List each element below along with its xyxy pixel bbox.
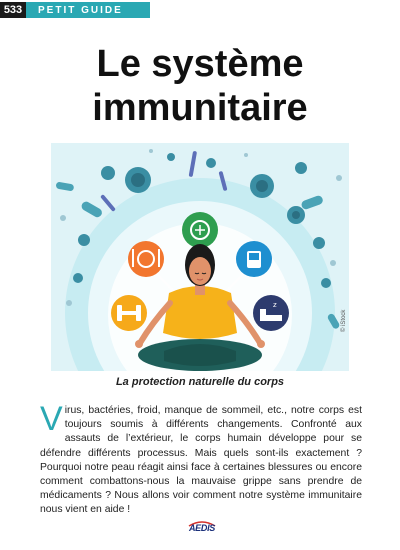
title-line-2: immunitaire (92, 87, 308, 129)
series-banner (0, 2, 150, 18)
series-number: 533 (0, 2, 26, 18)
immune-system-illustration (51, 143, 349, 371)
healthy-food-icon (128, 241, 164, 277)
series-name: PETIT GUIDE (38, 4, 123, 16)
svg-text:z: z (273, 301, 277, 309)
image-credit: © iStock (341, 309, 347, 332)
book-title (0, 42, 400, 130)
dumbbell-icon (111, 295, 147, 331)
water-glass-icon (236, 241, 272, 277)
publisher-logo (187, 520, 217, 536)
back-cover-blurb (40, 400, 362, 518)
title-line-1: Le système (96, 43, 304, 85)
drop-cap: V (40, 400, 63, 438)
publisher-name: AEDIS (188, 523, 215, 533)
cover-caption: La protection naturelle du corps (115, 376, 285, 388)
brain-icon (182, 212, 218, 248)
blurb-text: irus, bactéries, froid, manque de sommeil, etc., notre corps est toujours soumis à différents changements. Confronté aux assauts de l’extérieur, le corps humain développe pour se défendre différents processus. Mais quels sont-ils exactement ? Pourquoi notre peau réagit ainsi face à certaines blessures ou encore comment combattons-nous la mauvaise grippe sans prendre de médicaments ? Nous allons voir comment notre système immunitaire nous vient en aide ! (40, 405, 362, 516)
sleep-bed-icon (253, 295, 289, 331)
cover-illustration (51, 143, 349, 371)
